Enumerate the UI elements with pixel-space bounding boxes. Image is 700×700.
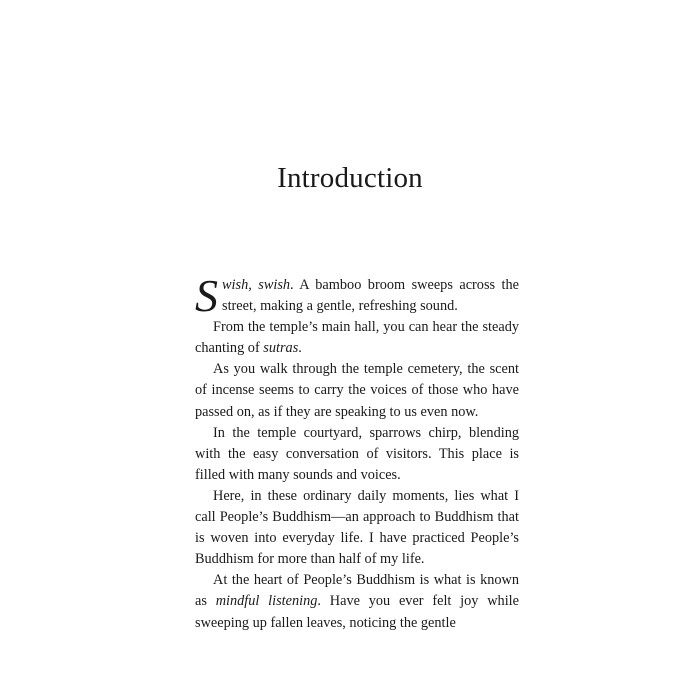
italic-term: mindful listening (215, 593, 318, 610)
paragraph-2 (195, 317, 519, 359)
paragraph-5: Here, in these ordinary daily moments, lies what I call People’s Buddhism—an approach to Buddhism that is woven into everyday life. I have practiced People’s Buddhism for more than half of my life. (195, 487, 519, 568)
paragraph-text: . A bamboo broom sweeps across the street, making a gentle, refreshing sound. (222, 277, 520, 315)
paragraph-text: . Have you ever felt joy while sweeping up fallen leaves, noticing the gentle (195, 593, 519, 631)
paragraph-text: . (298, 340, 302, 357)
paragraph-text: From the temple’s main hall, you can hear the steady chanting of (195, 319, 519, 357)
paragraph-4: In the temple courtyard, sparrows chirp, blending with the easy conversation of visitors. This place is filled with many sounds and voices. (195, 424, 519, 483)
paragraph-3: As you walk through the temple cemetery, the scent of incense seems to carry the voices of those who have passed on, as if they are speaking to us even now. (195, 361, 519, 420)
drop-cap-letter: S (195, 270, 218, 321)
paragraph-6 (195, 570, 519, 633)
chapter-title: Introduction (277, 162, 423, 194)
body-text (195, 270, 520, 634)
paragraph-text: At the heart of People’s Buddhism is what is known as (195, 572, 519, 610)
italic-term: sutras (263, 340, 299, 357)
opening-italic-phrase: wish, swish (222, 277, 291, 293)
paragraph-1 (195, 270, 520, 321)
